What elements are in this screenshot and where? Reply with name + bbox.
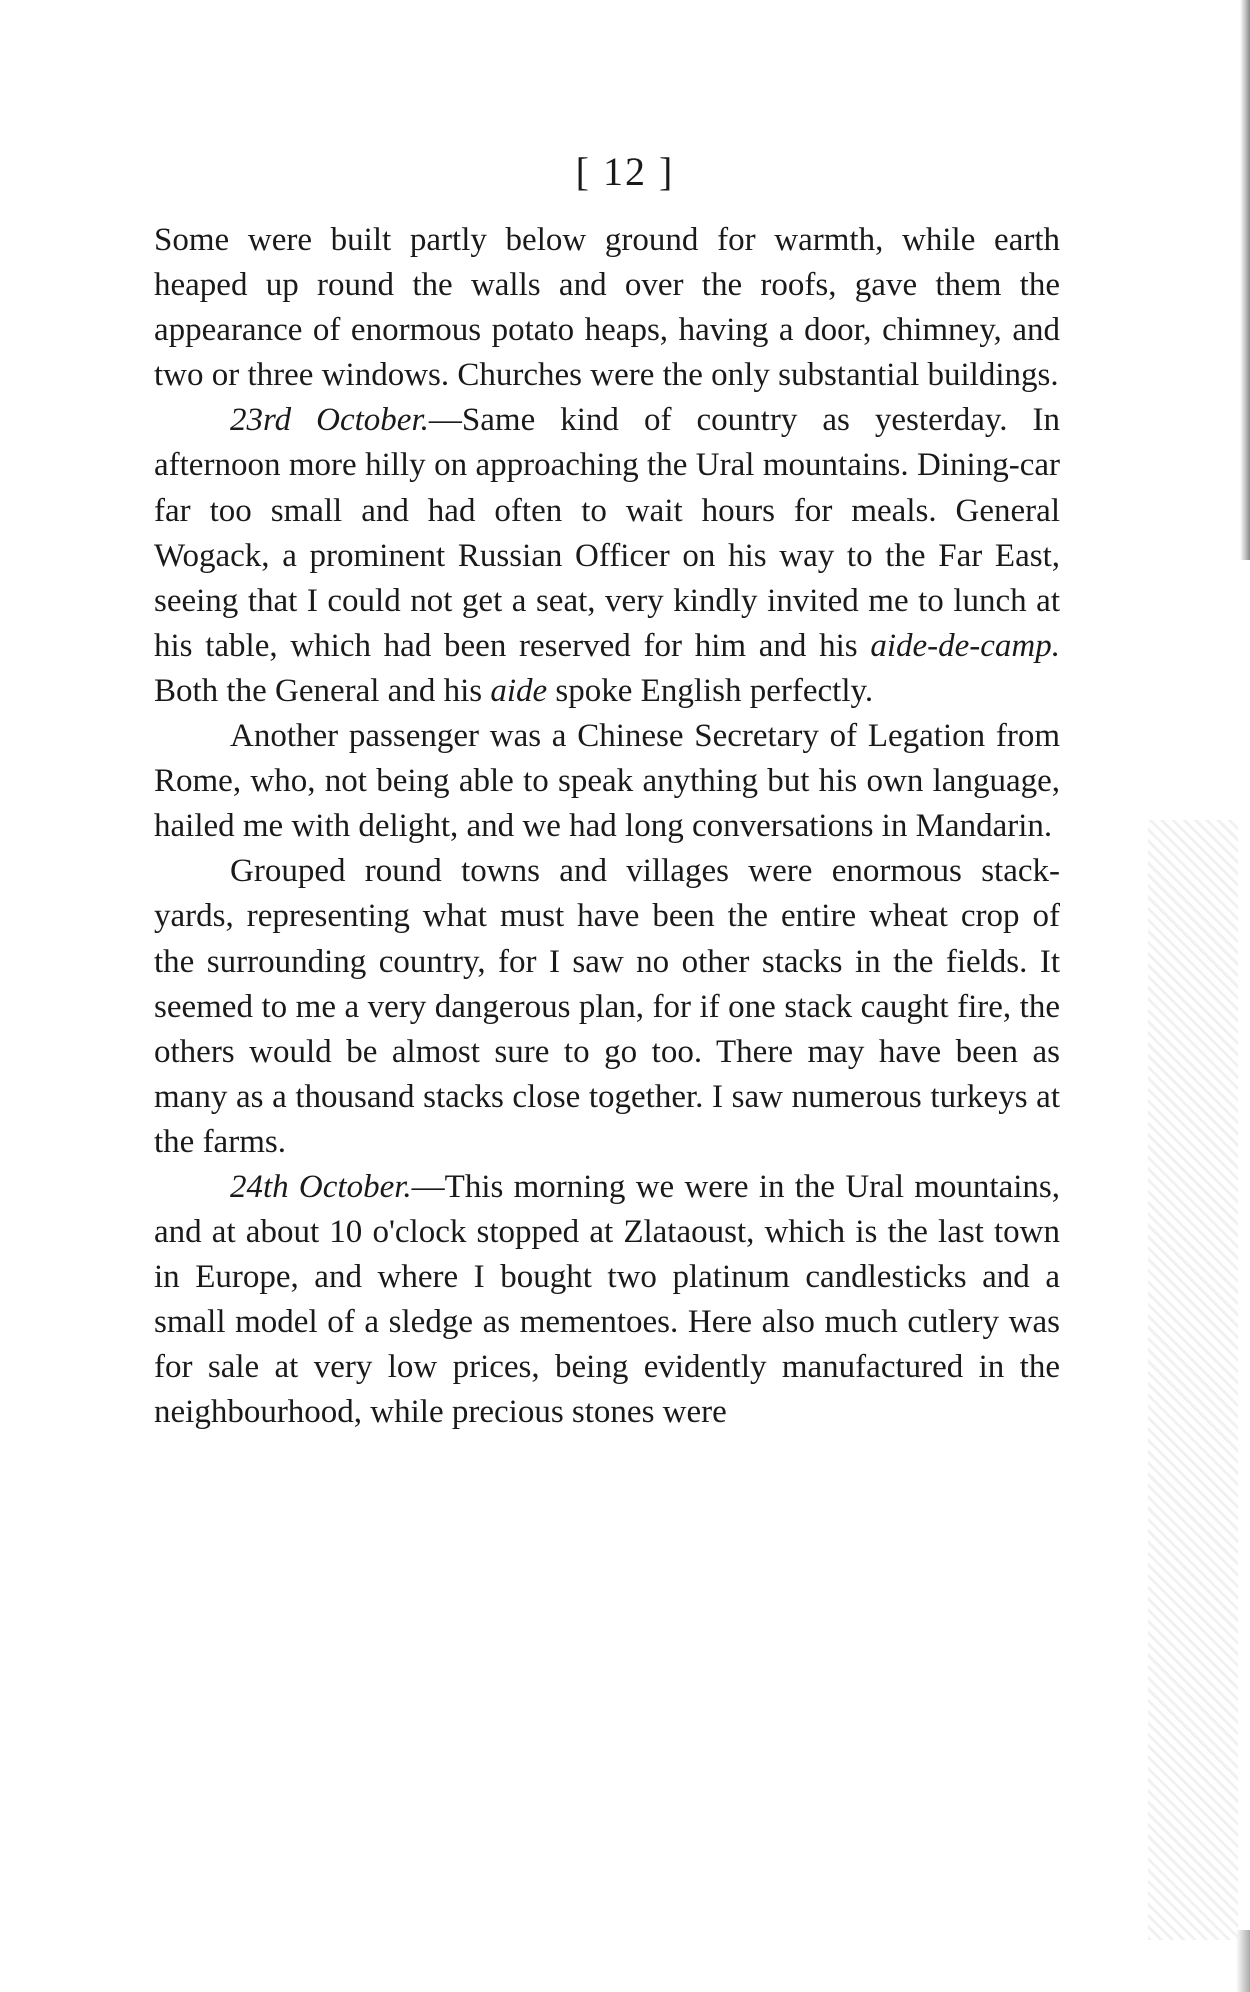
body-text bbox=[154, 218, 1060, 1436]
paragraph-2 bbox=[154, 398, 1060, 714]
italic-term: aide bbox=[490, 672, 548, 709]
diary-date: 23rd October. bbox=[230, 402, 429, 439]
paragraph-text: Grouped round towns and villages were enormous stack-yards, representing what must have been the entire wheat crop of the surrounding country, for I saw no other stacks in the fields. It seemed to me a very dangerous plan, for if one stack caught fire, the others would be almost sure to go too. There may have been as many as a thousand stacks close together. I saw numerous turkeys at the farms. bbox=[154, 853, 1060, 1160]
paragraph-5 bbox=[154, 1165, 1060, 1436]
paragraph-text: Some were built partly below ground for warmth, while earth heaped up round the walls and over the roofs, gave them the appearance of enormous potato heaps, having a door, chimney, and two or three windows. Churches were the only substantial buildings. bbox=[154, 222, 1060, 394]
paragraph-text: Both the General and his bbox=[154, 672, 491, 709]
page-corner-shadow bbox=[1236, 1930, 1250, 1992]
paragraph-text: —Same kind of country as yesterday. In afternoon more hilly on approaching the Ural mountains. Dining-car far too small and had often to wait hours for meals. General Wogack, a prominent Russian Officer on his way to the Far East, seeing that I could not get a seat, very kindly invited me to lunch at his table, which had been reserved for him and his bbox=[154, 402, 1060, 664]
paragraph-text: —This morning we were in the Ural mountains, and at about 10 o'clock stopped at Zlataoust, which is the last town in Europe, and where I bought two platinum candlesticks and a small model of a sledge as mementoes. Here also much cutlery was for sale at very low prices, being evidently manufactured in the neighbourhood, while precious stones were bbox=[154, 1168, 1060, 1431]
page-number: [ 12 ] bbox=[575, 149, 675, 194]
paragraph-text: spoke English perfectly. bbox=[547, 672, 874, 709]
paragraph-3 bbox=[154, 714, 1060, 849]
italic-term: aide-de-camp. bbox=[870, 627, 1061, 664]
paragraph-text: Another passenger was a Chinese Secretary of Legation from Rome, who, not being able to speak anything but his own language, hailed me with delight, and we had long conversations in Mandarin. bbox=[154, 718, 1060, 845]
diary-date: 24th October. bbox=[230, 1168, 412, 1205]
paragraph-4 bbox=[154, 849, 1060, 1165]
page-edge-speckle bbox=[1148, 820, 1238, 1940]
paragraph-1 bbox=[154, 218, 1060, 398]
page-edge-shadow bbox=[1240, 0, 1250, 560]
